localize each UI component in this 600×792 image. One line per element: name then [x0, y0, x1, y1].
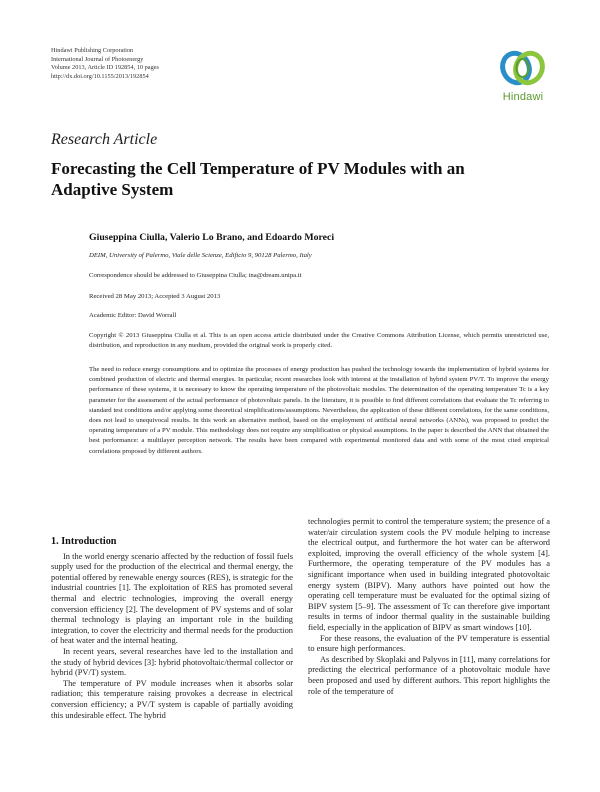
correspondence: Correspondence should be addressed to Giuseppina Ciulla; ina@dream.unipa.it — [89, 272, 302, 279]
volume-info: Volume 2013, Article ID 192854, 10 pages — [51, 64, 159, 72]
academic-editor: Academic Editor: David Worrall — [89, 312, 177, 319]
copyright-notice: Copyright © 2013 Giuseppina Ciulla et al. This is an open access article distributed under the Creative Commons Attribution License, which permits unrestricted use, distribution, and reproduction in any medium, provided the original work is properly cited. — [89, 332, 549, 349]
publisher-name: Hindawi Publishing Corporation — [51, 47, 134, 54]
body-left-column — [51, 537, 293, 721]
affiliation: DEIM, University of Palermo, Viale delle Scienze, Edificio 9, 90128 Palermo, Italy — [89, 252, 312, 259]
logo-text: Hindawi — [502, 91, 544, 103]
body-right-column — [308, 517, 550, 697]
paragraph: For these reasons, the evaluation of the PV temperature is essential to ensure high performances. — [308, 633, 550, 654]
journal-name: International Journal of Photoenergy — [51, 55, 144, 63]
publication-info — [51, 47, 159, 81]
article-title: Forecasting the Cell Temperature of PV Modules with an Adaptive System — [51, 159, 465, 199]
paragraph: In recent years, several researches have led to the installation and the study of hybrid devices [3]: hybrid photovoltaic/thermal collector or hybrid (PV/T) system. — [51, 646, 293, 678]
section-heading-introduction: 1. Introduction — [51, 536, 117, 547]
hindawi-logo — [494, 46, 552, 108]
received-accepted-dates: Received 28 May 2013; Accepted 3 August 2013 — [89, 293, 221, 300]
doi-link[interactable]: http://dx.doi.org/10.1155/2013/192854 — [51, 72, 149, 80]
hindawi-rings-icon — [494, 46, 552, 90]
author-list: Giuseppina Ciulla, Valerio Lo Brano, and Edoardo Moreci — [89, 232, 335, 243]
paragraph: technologies permit to control the temperature system; the presence of a water/air circulation system cools the PV module helping to increase the electrical output, and furthermore the hot water can be afterword exploited, improving the overall efficiency of the whole system [4]. Furthermore, the operating temperature of the PV modules has a significant importance when used in building integrated photovoltaic energy system (BIPV). Many authors have pointed out how the operating cell temperature must be evaluated for the optimal sizing of BIPV system [5–9]. The assessment of Tc can therefore give important results in terms of indoor thermal quality in the sustainable building field, especially in the application of BIPV as smart windows [10]. — [308, 517, 550, 632]
paragraph: In the world energy scenario affected by the reduction of fossil fuels supply used for the production of the electrical and thermal energy, the potential offered by renewable energy sources (RES), is strategic for the industrial countries [1]. The exploitation of RES has promoted several thermal and electric technologies, improving the overall energy conversion efficiency [2]. The development of PV systems and of solar thermal technology is playing an important role in the building integration, to cover the electricity and thermal needs for the production of heat water and the internal heating. — [51, 551, 293, 646]
paragraph: As described by Skoplaki and Palyvos in [11], many correlations for predicting the electrical performance of a photovoltaic module have been proposed and used by different authors. This report highlights the role of the temperature of — [308, 654, 550, 696]
article-type: Research Article — [51, 131, 158, 148]
paragraph: The temperature of PV module increases when it absorbs solar radiation; this temperature raising provokes a decrease in electrical conversion efficiency; a PV/T system is capable of partially avoiding this undesirable effect. The hybrid — [51, 678, 293, 720]
abstract: The need to reduce energy consumptions and to optimize the processes of energy production has pushed the technology towards the implementation of hybrid systems for combined production of electric and thermal energies. In particular, recent researches look with interest at the installation of hybrid system PV/T. To improve the energy performance of these systems, it is necessary to know the operating temperature of the photovoltaic modules. The determination of the operating temperature Tc is a key parameter for the assessment of the actual performance of photovoltaic panels. In the literature, it is possible to find different correlations that evaluate the Tc referring to standard test conditions and/or applying some theoretical simplifications/assumptions. Nevertheless, the application of these different correlations, for the same conditions, does not lead to unequivocal results. In this work an alternative method, based on the employment of artificial neural networks (ANNs), was proposed to predict the operating temperature of a PV module. This methodology does not require any simplification or physical assumptions. In the paper is described the ANN that obtained the best performance: a multilayer perception network. The results have been compared with experimental monitored data and with some of the most cited empirical correlations proposed by different authors. — [89, 366, 549, 455]
